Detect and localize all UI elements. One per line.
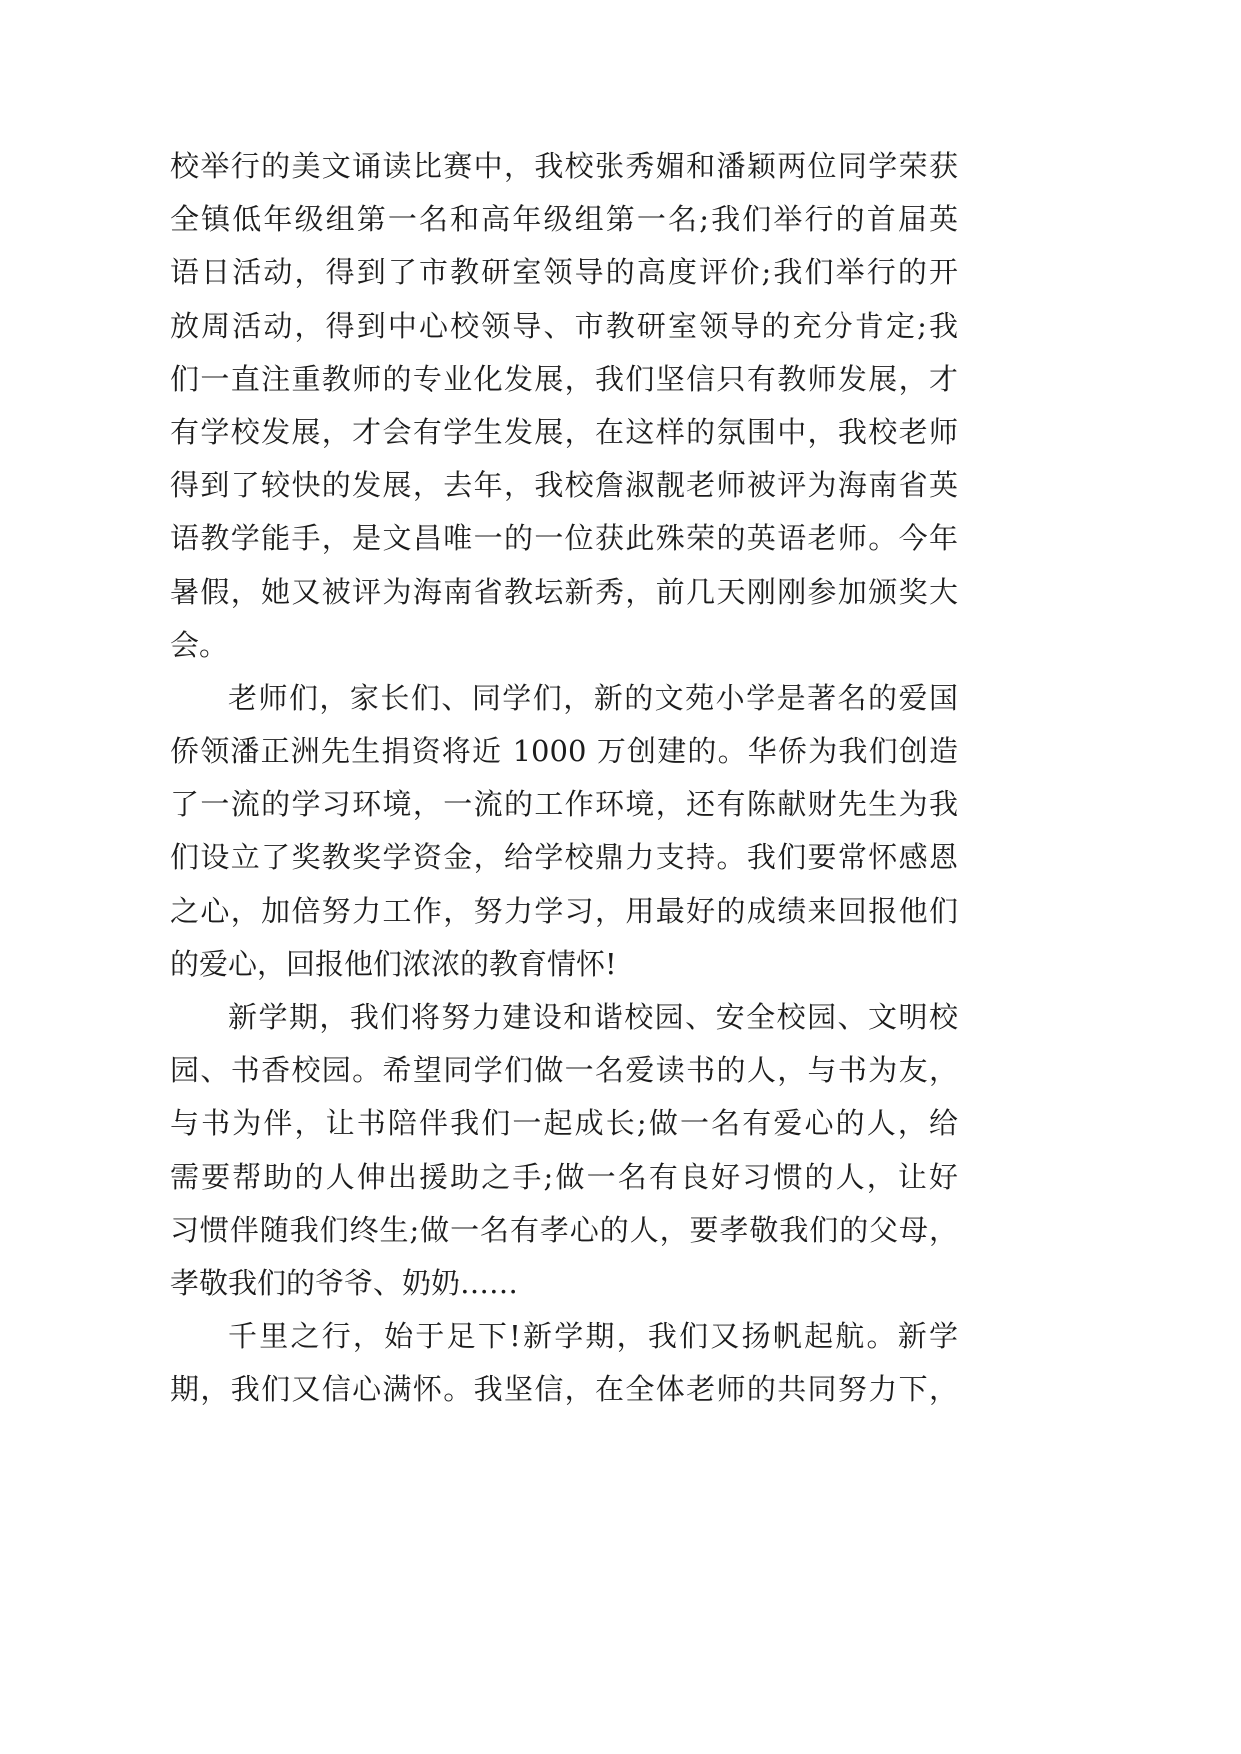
text-line: 们一直注重教师的专业化发展，我们坚信只有教师发展，才: [170, 361, 958, 396]
text-line: 与书为伴，让书陪伴我们一起成长;做一名有爱心的人，给: [170, 1106, 958, 1141]
text-line: 需要帮助的人伸出援助之手;做一名有良好习惯的人，让好: [170, 1159, 958, 1194]
text-line: 习惯伴随我们终生;做一名有孝心的人，要孝敬我们的父母，: [170, 1212, 958, 1247]
text-line: 有学校发展，才会有学生发展，在这样的氛围中，我校老师: [170, 414, 958, 449]
text-line: 放周活动，得到中心校领导、市教研室领导的充分肯定;我: [170, 308, 958, 343]
text-line: 千里之行，始于足下!新学期，我们又扬帆起航。新学: [228, 1319, 958, 1354]
text-line: 侨领潘正洲先生捐资将近 1000 万创建的。华侨为我们创造: [170, 734, 958, 769]
text-line: 语日活动，得到了市教研室领导的高度评价;我们举行的开: [170, 255, 958, 290]
text-line: 了一流的学习环境，一流的工作环境，还有陈献财先生为我: [170, 787, 958, 822]
text-line: 得到了较快的发展，去年，我校詹淑靓老师被评为海南省英: [170, 468, 958, 503]
text-line: 全镇低年级组第一名和高年级组第一名;我们举行的首届英: [170, 202, 958, 237]
paragraph-2: [170, 672, 958, 991]
paragraph-1: [170, 140, 958, 672]
text-line: 语教学能手，是文昌唯一的一位获此殊荣的英语老师。今年: [170, 521, 958, 556]
text-line: 之心，加倍努力工作，努力学习，用最好的成绩来回报他们: [170, 893, 958, 928]
text-line: 期，我们又信心满怀。我坚信，在全体老师的共同努力下，: [170, 1372, 958, 1407]
text-line: 新学期，我们将努力建设和谐校园、安全校园、文明校: [228, 1000, 958, 1034]
text-line: 校举行的美文诵读比赛中，我校张秀媚和潘颖两位同学荣获: [170, 149, 958, 183]
text-line: 会。: [170, 627, 229, 662]
text-line: 的爱心，回报他们浓浓的教育情怀!: [170, 946, 617, 981]
text-line: 们设立了奖教奖学资金，给学校鼎力支持。我们要常怀感恩: [170, 840, 958, 875]
text-line: 园、书香校园。希望同学们做一名爱读书的人，与书为友，: [170, 1053, 958, 1088]
paragraph-3: [170, 991, 958, 1310]
text-line: 老师们，家长们、同学们，新的文苑小学是著名的爱国: [228, 680, 958, 715]
text-line: 孝敬我们的爷爷、奶奶……: [170, 1265, 519, 1300]
text-line: 暑假，她又被评为海南省教坛新秀，前几天刚刚参加颁奖大: [170, 574, 958, 609]
document-body: [170, 140, 958, 1417]
paragraph-4: [170, 1310, 958, 1416]
